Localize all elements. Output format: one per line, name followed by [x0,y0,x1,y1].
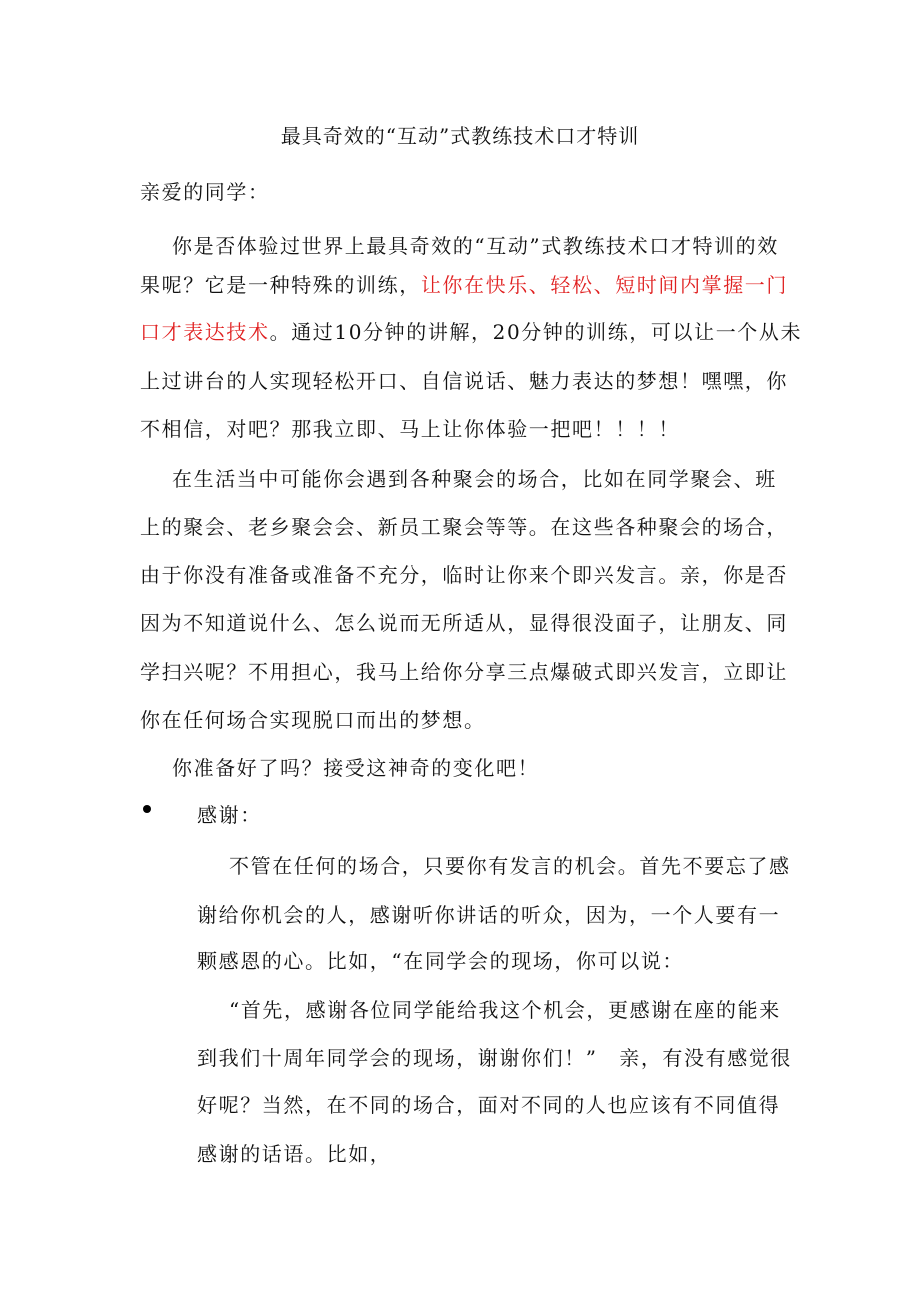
paragraph-2-line-4: 因为不知道说什么、怎么说而无所适从，显得很没面子，让朋友、同 [140,611,788,635]
paragraph-1-highlight-a: 让你在快乐、轻松、短时间内掌握一门 [420,273,789,297]
greeting: 亲爱的同学： [140,180,270,204]
bullet-paragraph-2-line-2: 到我们十周年同学会的现场，谢谢你们！” 亲，有没有感觉很 [197,1046,793,1070]
paragraph-2-line-6: 你在任何场合实现脱口而出的梦想。 [140,708,486,732]
bullet-paragraph-2-line-4: 感谢的话语。比如， [197,1142,392,1166]
paragraph-2-line-5: 学扫兴呢？不用担心，我马上给你分享三点爆破式即兴发言，立即让 [140,660,788,684]
paragraph-1-line-5: 不相信，对吧？那我立即、马上让你体验一把吧！！！！ [140,417,680,441]
bullet-label: 感谢： [197,803,262,827]
paragraph-1-line-1: 你是否体验过世界上最具奇效的“互动”式教练技术口才特训的效 [172,234,779,258]
bullet-icon [143,805,151,813]
paragraph-1-line-2-normal: 果呢？它是一种特殊的训练， [140,273,421,297]
paragraph-1-line-3-normal: 。通过10分钟的讲解，20分钟的训练，可以让一个从未 [269,320,803,344]
document-title: 最具奇效的“互动”式教练技术口才特训 [280,124,640,148]
paragraph-2-line-3: 由于你没有准备或准备不充分，临时让你来个即兴发言。亲，你是否 [140,563,788,587]
paragraph-2-line-1: 在生活当中可能你会遇到各种聚会的场合，比如在同学聚会、班 [172,467,777,491]
paragraph-3: 你准备好了吗？接受这神奇的变化吧！ [172,756,540,780]
paragraph-2-line-2: 上的聚会、老乡聚会会、新员工聚会等等。在这些各种聚会的场合， [140,515,788,539]
paragraph-1-highlight-b: 口才表达技术 [140,320,270,344]
paragraph-1-line-4: 上过讲台的人实现轻松开口、自信说话、魅力表达的梦想！嘿嘿，你 [140,369,788,393]
bullet-paragraph-1-line-3: 颗感恩的心。比如，“在同学会的现场，你可以说： [197,949,685,973]
bullet-paragraph-1-line-2: 谢给你机会的人，感谢听你讲话的听众，因为，一个人要有一 [197,903,781,927]
bullet-paragraph-2-line-1: “首先，感谢各位同学能给我这个机会，更感谢在座的能来 [229,998,781,1022]
paragraph-1-line-3 [140,316,802,345]
bullet-paragraph-1-line-1: 不管在任何的场合，只要你有发言的机会。首先不要忘了感 [229,854,791,878]
bullet-paragraph-2-line-3: 好呢？当然，在不同的场合，面对不同的人也应该有不同值得 [197,1093,781,1117]
paragraph-1-line-2 [140,269,788,298]
